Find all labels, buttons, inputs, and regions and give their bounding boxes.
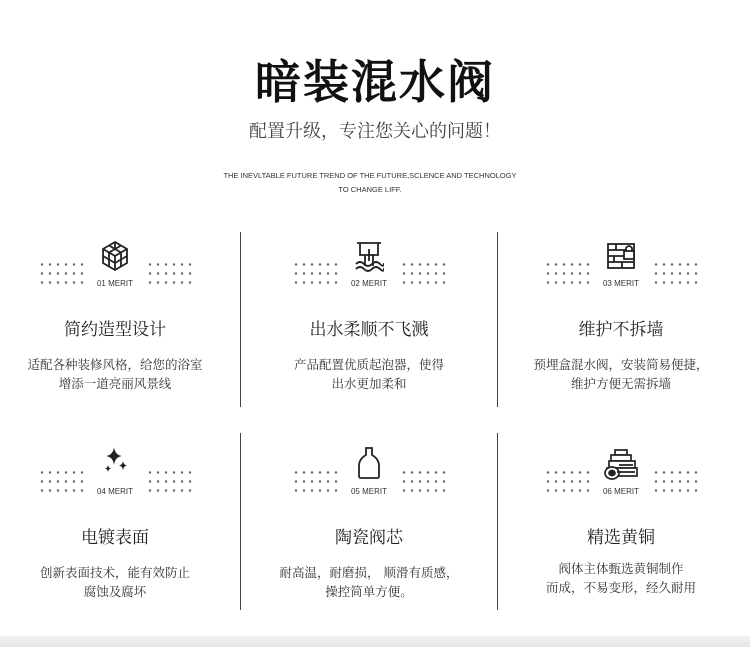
description-line: 耐高温，耐磨损， 顺滑有质感， — [279, 565, 459, 580]
description-line: 而成，不易变形，经久耐用 — [545, 580, 696, 595]
feature-title: 精选黄铜 — [587, 528, 655, 548]
feature-title: 电镀表面 — [81, 528, 149, 548]
feature-description — [0, 355, 230, 393]
bottom-edge — [0, 636, 750, 647]
feature-description — [254, 355, 484, 393]
description-line: 创新表面技术，能有效防止 — [39, 565, 190, 580]
feature-description — [254, 563, 484, 601]
description-line: 操控简单方便。 — [325, 584, 413, 599]
merit-label: 01 MERIT — [96, 279, 133, 288]
bottle-icon — [354, 445, 384, 481]
description-line: 腐蚀及腐坏 — [83, 584, 147, 599]
tagline — [0, 169, 740, 197]
description-line: 适配各种装修风格，给您的浴室 — [27, 357, 203, 372]
page-subtitle: 配置升级，专注您关心的问题！ — [249, 121, 501, 142]
tagline-line-1: THE INEVLTABLE FUTURE TREND OF THE FUTURE,SCLENCE AND TECHNOLOGY — [223, 171, 517, 180]
divider — [240, 433, 241, 610]
copper-stack-icon — [603, 445, 639, 481]
description-line: 维护方便无需拆墙 — [570, 376, 671, 391]
feature-description — [0, 563, 230, 601]
cube-icon — [100, 239, 130, 275]
divider — [240, 232, 241, 407]
feature-description — [506, 355, 736, 393]
feature-title: 简约造型设计 — [64, 320, 166, 340]
description-line: 增添一道亮丽风景线 — [58, 376, 172, 391]
description-line: 出水更加柔和 — [331, 376, 407, 391]
merit-label: 06 MERIT — [602, 487, 639, 496]
merit-label: 04 MERIT — [96, 487, 133, 496]
page-title: 暗装混水阀 — [255, 55, 495, 109]
brick-wall-lock-icon — [606, 239, 636, 275]
sparkle-icon — [100, 443, 130, 479]
description-line: 产品配置优质起泡器，使得 — [293, 357, 444, 372]
divider — [497, 433, 498, 610]
feature-title: 维护不拆墙 — [578, 320, 664, 340]
merit-label: 05 MERIT — [350, 487, 387, 496]
merit-label: 02 MERIT — [350, 279, 387, 288]
description-line: 预埋盒混水阀，安装简易便捷， — [533, 357, 709, 372]
tagline-line-2: TO CHANGE LIFF. — [338, 185, 402, 194]
divider — [497, 232, 498, 407]
feature-title: 出水柔顺不飞溅 — [309, 320, 429, 340]
feature-title: 陶瓷阀芯 — [335, 528, 403, 548]
water-flow-icon — [354, 239, 384, 275]
description-line: 阀体主体甄选黄铜制作 — [558, 561, 684, 576]
feature-description — [506, 559, 736, 597]
merit-label: 03 MERIT — [602, 279, 639, 288]
